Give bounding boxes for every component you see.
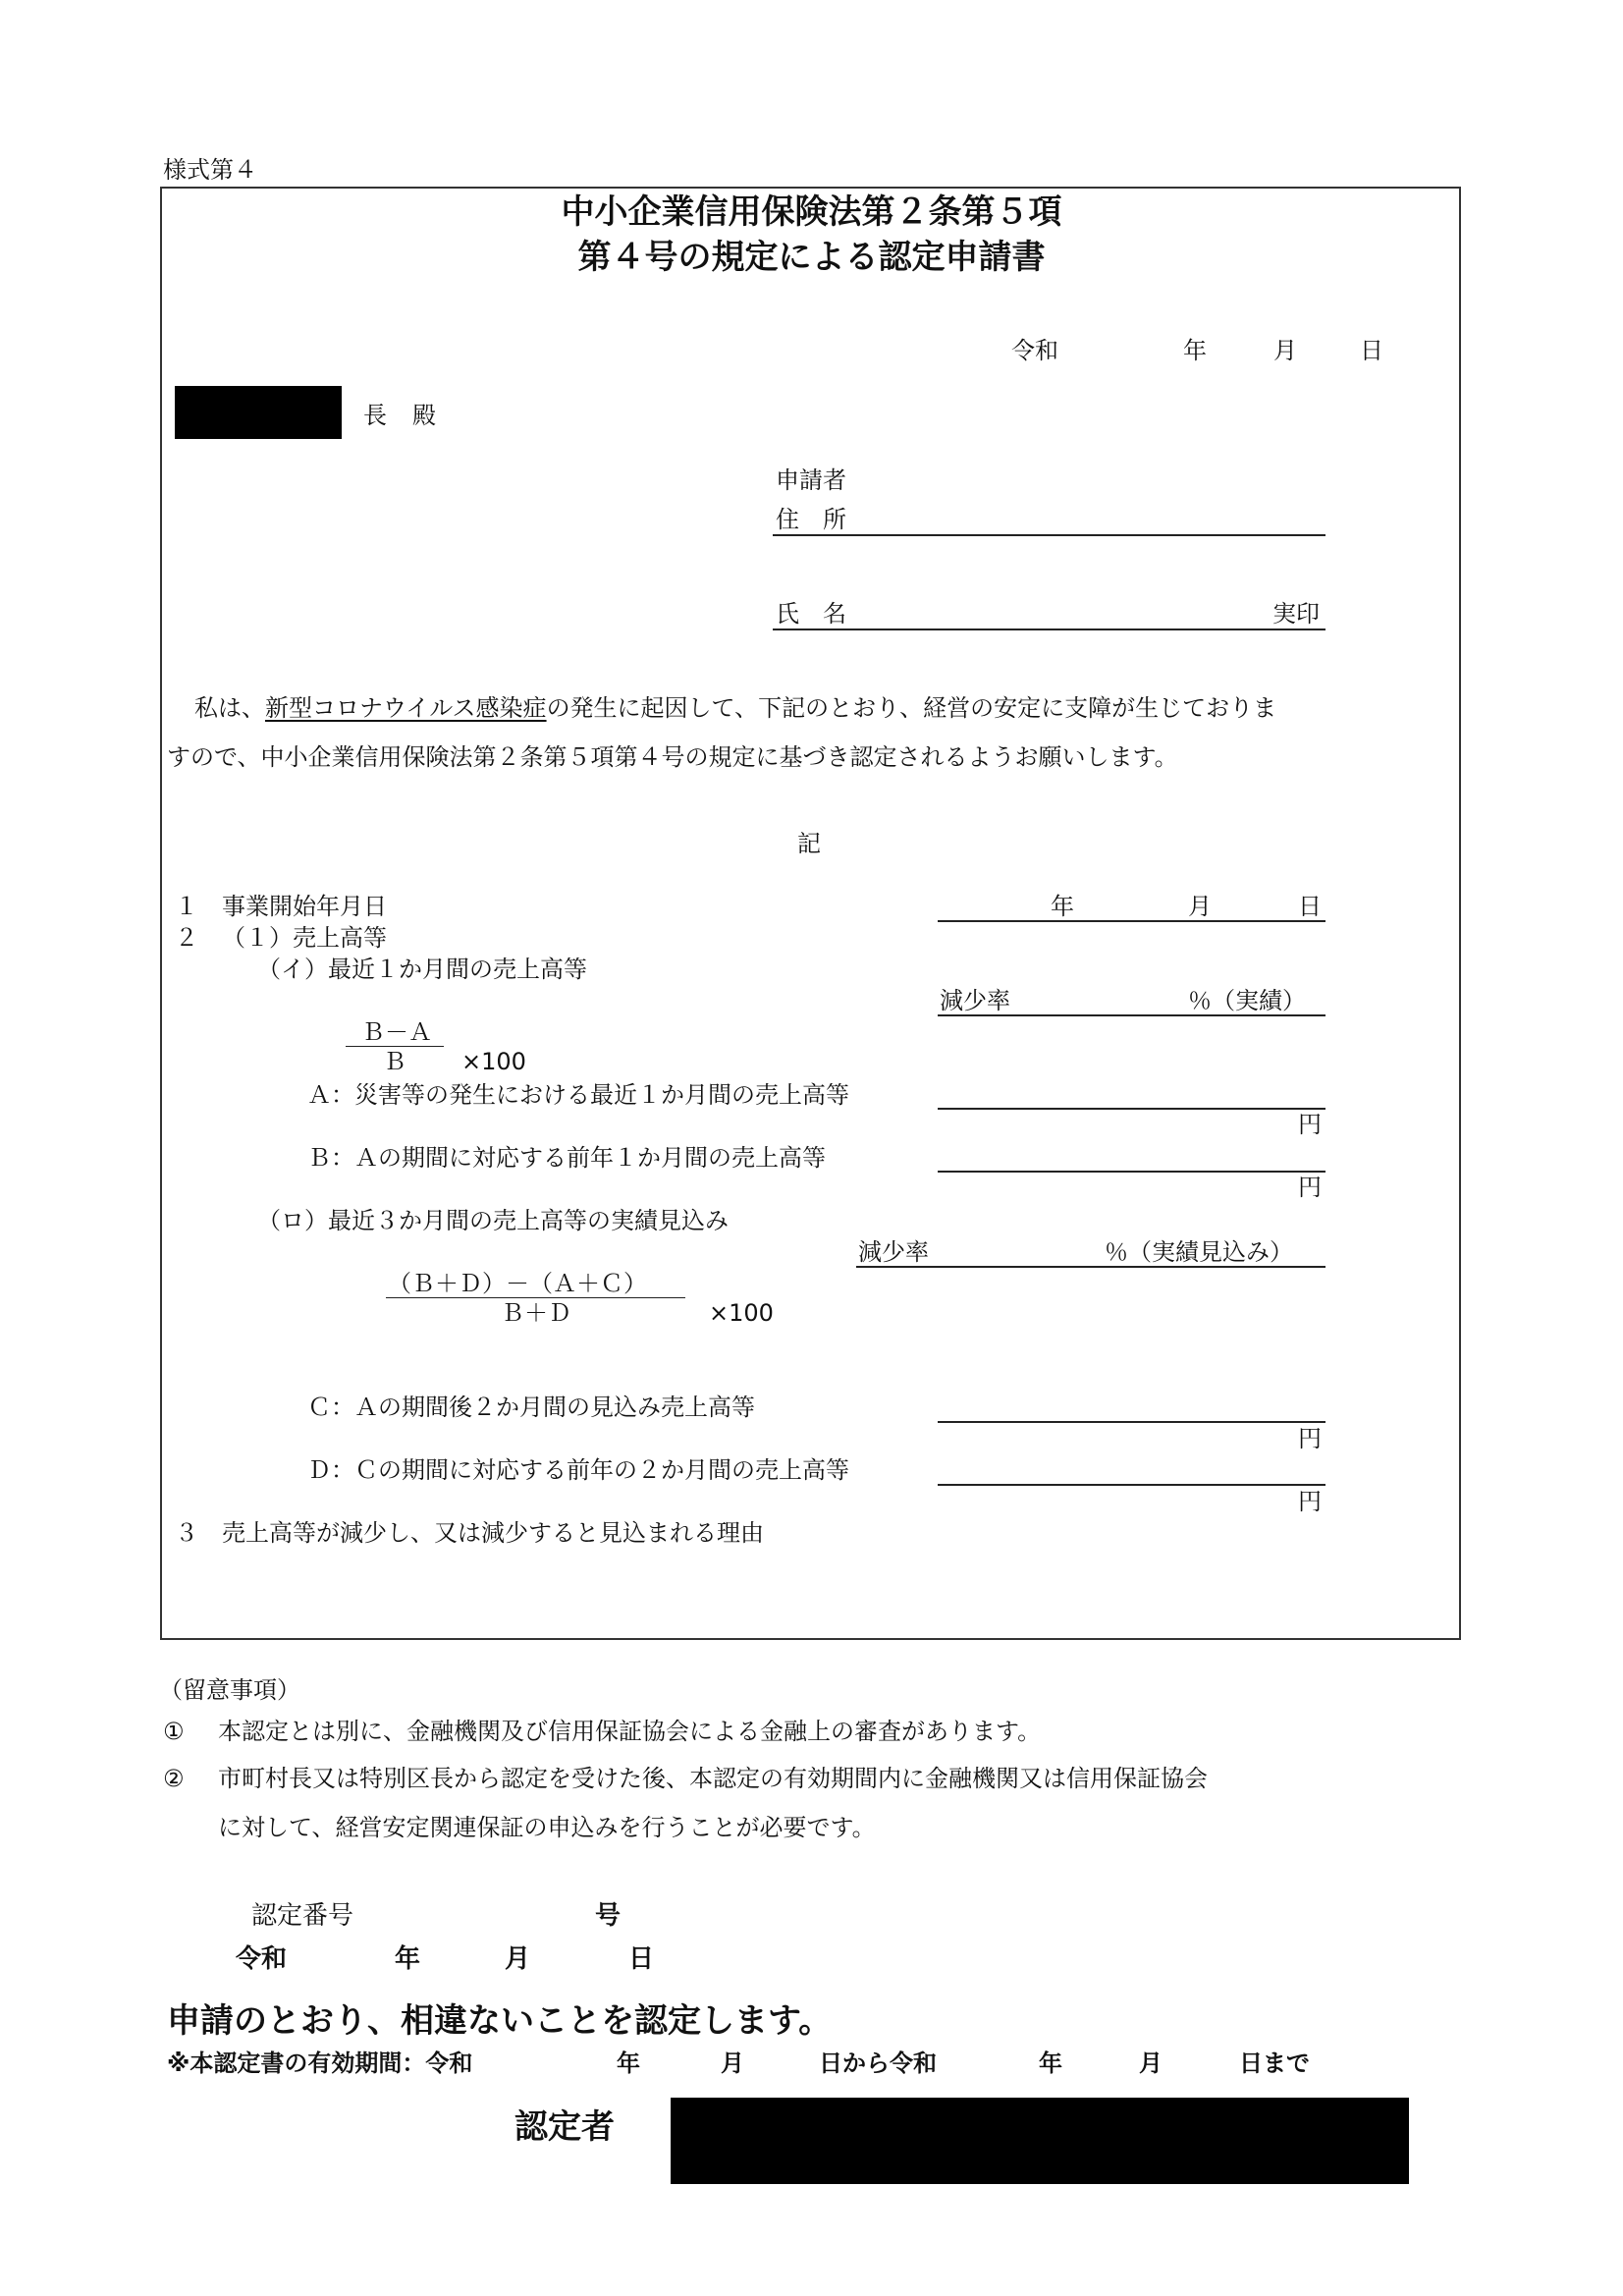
note2-mark: ② — [163, 1765, 185, 1792]
title-line-1: 中小企業信用保険法第２条第５項 — [561, 192, 1062, 232]
b-rate-unit: ％（実績見込み） — [1105, 1238, 1293, 1266]
cert-date-year: 年 — [395, 1944, 421, 1974]
cert-number-label: 認定番号 — [251, 1901, 354, 1931]
name-label: 氏 名 — [776, 600, 846, 628]
address-field-line[interactable] — [773, 534, 1325, 536]
validity-label: ※本認定書の有効期間：令和 — [167, 2050, 473, 2077]
body-text-a: 私は、 — [194, 694, 265, 722]
A-amount-field-line[interactable] — [938, 1108, 1325, 1110]
item3-number: ３ — [175, 1519, 198, 1547]
note1-text: 本認定とは別に、金融機関及び信用保証協会による金融上の審査があります。 — [218, 1718, 1042, 1745]
b-rate-label: 減少率 — [858, 1238, 929, 1266]
A-yen: 円 — [1298, 1111, 1322, 1138]
cert-date-day: 日 — [628, 1944, 655, 1974]
item1-field-line[interactable] — [938, 920, 1325, 922]
cert-date-month: 月 — [505, 1944, 531, 1974]
D-yen: 円 — [1298, 1488, 1322, 1515]
validity-until: 日まで — [1239, 2050, 1310, 2077]
a-formula-denominator: Ｂ — [383, 1048, 406, 1075]
item1-day: 日 — [1298, 893, 1322, 920]
a-formula-multiplier: ×100 — [461, 1048, 526, 1075]
certifier-label: 認定者 — [514, 2107, 615, 2147]
item1-number: １ — [175, 893, 198, 920]
C-yen: 円 — [1298, 1425, 1322, 1452]
item1-month: 月 — [1188, 893, 1212, 920]
validity-month2: 月 — [1139, 2050, 1163, 2077]
item3-reason-area[interactable] — [175, 1552, 1451, 1630]
validity-year2: 年 — [1039, 2050, 1062, 2077]
body-text-underlined: 新型コロナウイルス感染症 — [265, 694, 547, 722]
notes-header: （留意事項） — [159, 1676, 300, 1704]
applicant-label: 申請者 — [776, 466, 846, 494]
b-formula-multiplier: ×100 — [709, 1299, 774, 1327]
B-amount-field-line[interactable] — [938, 1171, 1325, 1173]
redacted-certifier — [671, 2098, 1409, 2184]
cert-statement: 申請のとおり、相違ないことを認定します。 — [167, 2001, 833, 2041]
b-formula-numerator: （Ｂ＋Ｄ）－（Ａ＋Ｃ） — [388, 1270, 647, 1297]
D-description: Ｄ：Ｃの期間に対応する前年の２か月間の売上高等 — [307, 1456, 849, 1484]
addressee-chou: 長 — [363, 402, 387, 429]
body-text-b: の発生に起因して、下記のとおり、経営の安定に支障が生じておりま — [546, 694, 1277, 722]
item1-year: 年 — [1051, 893, 1074, 920]
date-year: 年 — [1183, 337, 1207, 364]
redacted-municipality — [175, 386, 342, 439]
note2-text-line1: 市町村長又は特別区長から認定を受けた後、本認定の有効期間内に金融機関又は信用保証協会 — [218, 1765, 1208, 1792]
section-a-label: （イ）最近１か月間の売上高等 — [257, 956, 587, 983]
section-b-label: （ロ）最近３か月間の売上高等の実績見込み — [257, 1207, 729, 1234]
a-formula-numerator: Ｂ－Ａ — [361, 1018, 432, 1046]
addressee-dono: 殿 — [412, 402, 436, 429]
ki-heading: 記 — [797, 830, 821, 857]
seal-label: 実印 — [1272, 600, 1320, 628]
date-era: 令和 — [1011, 337, 1058, 364]
a-rate-label: 減少率 — [940, 987, 1010, 1014]
item1-label: 事業開始年月日 — [222, 893, 387, 920]
validity-from: 日から令和 — [819, 2050, 937, 2077]
title-line-2: 第４号の規定による認定申請書 — [577, 238, 1046, 277]
body-line-2: すので、中小企業信用保険法第２条第５項第４号の規定に基づき認定されるようお願いします。 — [167, 743, 1178, 771]
D-amount-field-line[interactable] — [938, 1484, 1325, 1486]
C-description: Ｃ：Ａの期間後２か月間の見込み売上高等 — [307, 1394, 755, 1421]
C-amount-field-line[interactable] — [938, 1421, 1325, 1423]
cert-number-suffix: 号 — [595, 1901, 622, 1931]
body-line-1 — [194, 693, 1276, 723]
b-rate-field-line[interactable] — [856, 1266, 1325, 1268]
B-yen: 円 — [1298, 1174, 1322, 1201]
name-field-line[interactable] — [773, 629, 1325, 630]
note1-mark: ① — [163, 1718, 185, 1745]
a-rate-field-line[interactable] — [938, 1014, 1325, 1016]
A-description: Ａ：災害等の発生における最近１か月間の売上高等 — [307, 1081, 849, 1109]
item2-number: ２ — [175, 924, 198, 952]
date-day: 日 — [1360, 337, 1383, 364]
cert-date-era: 令和 — [236, 1944, 288, 1974]
validity-month1: 月 — [721, 2050, 744, 2077]
date-month: 月 — [1273, 337, 1297, 364]
address-label: 住 所 — [776, 506, 846, 533]
item2-label: （１）売上高等 — [222, 924, 387, 952]
B-description: Ｂ：Ａの期間に対応する前年１か月間の売上高等 — [307, 1144, 826, 1172]
b-formula-denominator: Ｂ＋Ｄ — [501, 1299, 571, 1327]
note2-text-line2: に対して、経営安定関連保証の申込みを行うことが必要です。 — [218, 1814, 876, 1841]
item3-label: 売上高等が減少し、又は減少すると見込まれる理由 — [222, 1519, 764, 1547]
a-rate-unit: ％（実績） — [1188, 987, 1306, 1014]
form-number: 様式第４ — [163, 156, 257, 184]
validity-year1: 年 — [617, 2050, 640, 2077]
